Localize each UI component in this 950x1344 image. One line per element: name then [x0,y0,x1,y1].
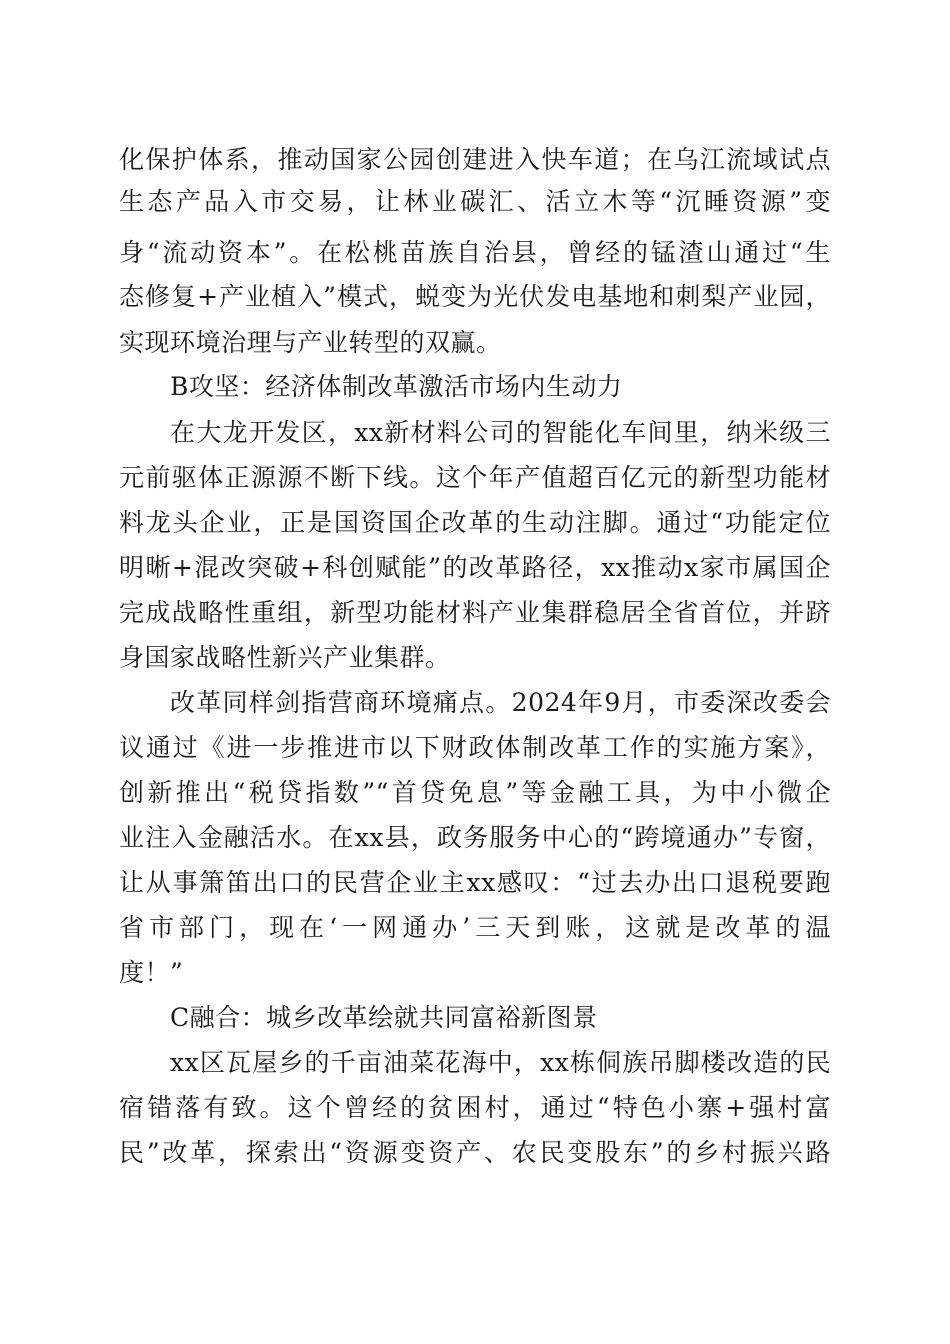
paragraph-line: 民”改革，探索出“资源变资产、农民变股东”的乡村振兴路 [119,1138,831,1167]
paragraph-line: 身“流动资本”。在松桃苗族自治县，曾经的锰渣山通过“生 [119,238,831,267]
paragraph-line: 在大龙开发区，xx新材料公司的智能化车间里，纳米级三 [170,418,831,447]
paragraph-line: 业注入金融活水。在xx县，政务服务中心的“跨境通办”专窗， [119,823,831,852]
paragraph-line: 生态产品入市交易，让林业碳汇、活立木等“沉睡资源”变 [119,187,831,216]
paragraph-line: 实现环境治理与产业转型的双赢。 [119,328,502,357]
paragraph-line: 料龙头企业，正是国资国企改革的生动注脚。通过“功能定位 [119,508,831,537]
paragraph-line: 议通过《进一步推进市以下财政体制改革工作的实施方案》， [119,733,831,762]
paragraph-line: xx区瓦屋乡的千亩油菜花海中，xx栋侗族吊脚楼改造的民 [170,1048,831,1077]
paragraph-line: 完成战略性重组，新型功能材料产业集群稳居全省首位，并跻 [119,598,831,627]
section-heading: B攻坚：经济体制改革激活市场内生动力 [170,372,623,401]
paragraph-line: 改革同样剑指营商环境痛点。2024年9月，市委深改委会 [170,688,831,717]
section-heading: C融合：城乡改革绘就共同富裕新图景 [170,1003,598,1032]
paragraph-line: 明晰+混改突破+科创赋能”的改革路径，xx推动x家市属国企 [119,553,831,582]
paragraph-line: 创新推出“税贷指数”“首贷免息”等金融工具，为中小微企 [119,778,831,807]
paragraph-line: 态修复+产业植入”模式，蜕变为光伏发电基地和刺梨产业园， [119,282,831,311]
paragraph-line: 省市部门，现在‘一网通办’三天到账，这就是改革的温 [119,913,831,942]
paragraph-line: 宿错落有致。这个曾经的贫困村，通过“特色小寨+强村富 [119,1093,831,1122]
paragraph-line: 让从事箫笛出口的民营企业主xx感叹：“过去办出口退税要跑 [119,868,831,897]
paragraph-line: 身国家战略性新兴产业集群。 [119,643,451,672]
paragraph-line: 度！” [119,958,184,987]
paragraph-line: 化保护体系，推动国家公园创建进入快车道；在乌江流域试点 [119,145,831,174]
paragraph-line: 元前驱体正源源不断下线。这个年产值超百亿元的新型功能材 [119,463,831,492]
